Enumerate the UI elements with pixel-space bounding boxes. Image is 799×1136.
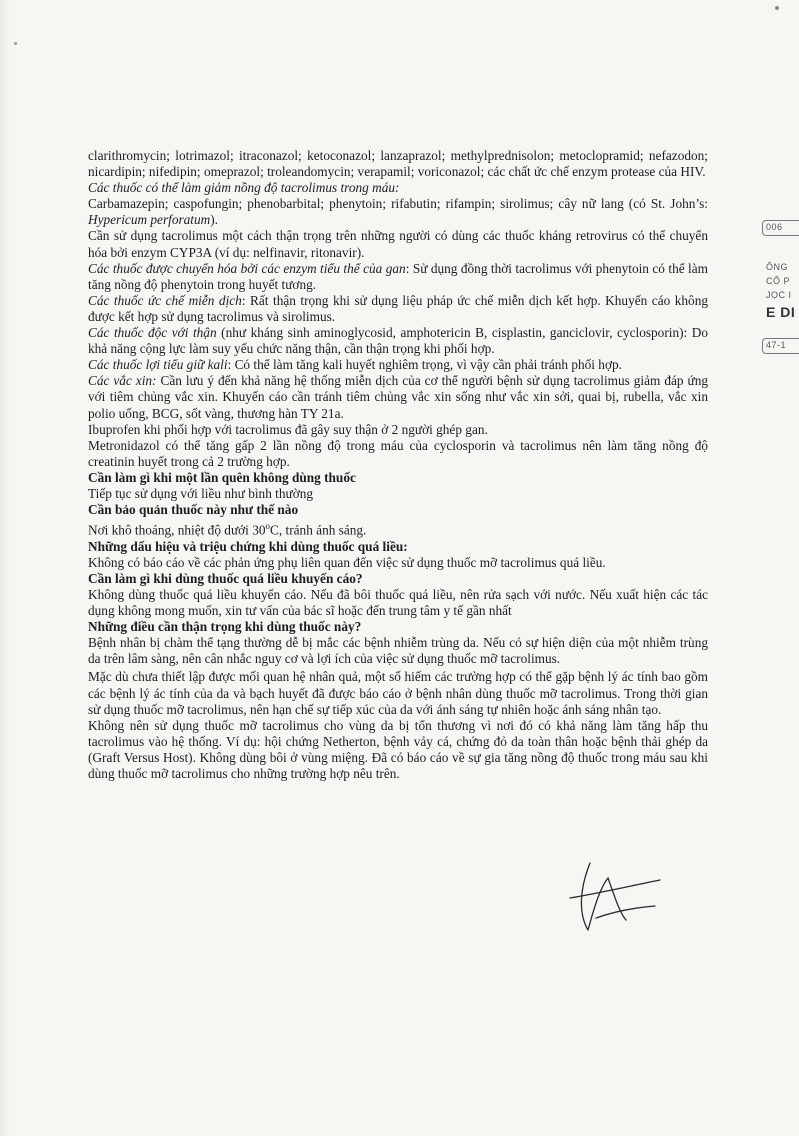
paragraph-precautions-malignancy: Mặc dù chưa thiết lập được mối quan hệ nhân quả, một số hiếm các trường hợp có thể gặp bệnh lý ác tính bao gồm các bệnh lý ác tính của da và bạch huyết đã được báo cáo ở bệnh nhân dùng thuốc mỡ tacrolimus. Trong thời gian sử dụng thuốc mỡ tacrolimus, nên hạn chế sự tiếp xúc của da với ánh sáng tự nhiên hoặc ánh sáng nhân tạo.: [88, 669, 708, 717]
paragraph-storage: Nơi khô thoáng, nhiệt độ dưới 30$^o$C, tránh ánh sáng.: [88, 521, 367, 538]
heading-overdose-action: Cần làm gì khi dùng thuốc quá liều khuyến cáo?: [88, 570, 363, 586]
scan-speck: [14, 42, 17, 45]
paragraph-nephrotoxic-drugs: Các thuốc độc với thận (như kháng sinh aminoglycosid, amphotericin B, cisplastin, ganciclovir, cyclosporin): Do khả năng cộng lực làm suy yếu chức năng thận, cần thận trọng khi phối hợp.: [88, 325, 708, 357]
subheading-decrease-tacrolimus: Các thuốc có thể làm giảm nồng độ tacrolimus trong máu:: [88, 180, 400, 196]
handwritten-signature: [560, 858, 670, 938]
paragraph-overdose-action: Không dùng thuốc quá liều khuyến cáo. Nếu đã bôi thuốc quá liều, nên rửa sạch với nước. Nếu xuất hiện các tác dụng không mong muốn, xin tư vấn của bác sĩ hoặc đến trung tâm y tế gần nhất: [88, 586, 708, 619]
heading-overdose-signs: Những dấu hiệu và triệu chứng khi dùng thuốc quá liều:: [88, 538, 408, 554]
heading-storage: Cần bảo quản thuốc này như thế nào: [88, 502, 299, 518]
paragraph-potassium-sparing-diuretics: Các thuốc lợi tiểu giữ kali: Có thể làm tăng kali huyết nghiêm trọng, vì vậy cần phải tránh phối hợp.: [88, 357, 622, 373]
paragraph-precautions-damaged-skin: Không nên sử dụng thuốc mỡ tacrolimus cho vùng da bị tổn thương vì nơi đó có khả năng làm tăng hấp thu tacrolimus vào hệ thống. Ví dụ: hội chứng Netherton, bệnh vảy cá, chứng đỏ da toàn thân hoặc bệnh thải ghép da (Graft Versus Host). Không dùng bôi ở vùng miệng. Đã có báo cáo về sự gia tăng nồng độ thuốc trong máu sau khi dùng thuốc mỡ tacrolimus cho những trường hợp nêu trên.: [88, 717, 708, 781]
paragraph-liver-enzyme-drugs: Các thuốc được chuyển hóa bởi các enzym tiểu thể của gan: Sử dụng đồng thời tacrolimus với phenytoin có thể làm tăng nồng độ phenytoin trong huyết tương.: [88, 260, 708, 292]
paragraph-interacting-drugs-continued: clarithromycin; lotrimazol; itraconazol; ketoconazol; lanzaprazol; methylprednisolon; metoclopramid; nefazodon; nicardipin; nifedipin; omeprazol; troleandomycin; verapamil; voriconazol; các chất ức chế enzym protease của HIV.: [88, 148, 708, 180]
paragraph-ibuprofen: Ibuprofen khi phối hợp với tacrolimus đã gây suy thận ở 2 người ghép gan.: [88, 421, 488, 437]
paragraph-precautions-infection: Bệnh nhân bị chàm thể tạng thường dễ bị mắc các bệnh nhiễm trùng da. Nếu có sự hiện diện của một nhiễm trùng da trên lâm sàng, nên cân nhắc nguy cơ và lợi ích của việc sử dụng thuốc mỡ tacrolimus.: [88, 635, 708, 667]
paragraph-antiretroviral: Cần sử dụng tacrolimus một cách thận trọng trên những người có dùng các thuốc kháng retrovirus có thể chuyển hóa bởi enzym CYP3A (ví dụ: nelfinavir, ritonavir).: [88, 228, 708, 260]
scan-speck: [775, 6, 779, 10]
paragraph-decrease-drugs: Carbamazepin; caspofungin; phenobarbital; phenytoin; rifabutin; rifampin; sirolimus; cây nữ lang (có St. John’s: Hypericum perforatum).: [88, 196, 708, 228]
heading-missed-dose: Cần làm gì khi một lần quên không dùng thuốc: [88, 469, 356, 485]
paragraph-overdose-signs: Không có báo cáo về các phản ứng phụ liên quan đến việc sử dụng thuốc mỡ tacrolimus quá liều.: [88, 554, 606, 570]
cropped-side-stamp: 006 ÔNG CỔ P JỌC I E DI 47-1: [760, 218, 799, 388]
paragraph-missed-dose: Tiếp tục sử dụng với liều như bình thường: [88, 485, 314, 501]
paragraph-metronidazol: Metronidazol có thể tăng gấp 2 lần nồng độ trong máu của cyclosporin và tacrolimus nên làm tăng nồng độ creatinin huyết trong cả 2 trường hợp.: [88, 437, 708, 469]
paragraph-immunosuppressants: Các thuốc ức chế miễn dịch: Rất thận trọng khi sử dụng liệu pháp ức chế miễn dịch kết hợp. Khuyến cáo không được kết hợp sử dụng tacrolimus và sirolimus.: [88, 292, 708, 324]
scan-edge-shadow: [0, 0, 10, 1136]
paragraph-vaccines: Các vắc xin: Cần lưu ý đến khả năng hệ thống miễn dịch của cơ thể người bệnh sử dụng tacrolimus giảm đáp ứng với tiêm chủng vắc xin. Khuyến cáo cần tránh tiêm chủng vắc xin sống như vắc xin sởi, quai bị, rubella, vắc xin polio uống, BCG, sốt vàng, thương hàn TY 21a.: [88, 373, 708, 421]
heading-precautions: Những điều cần thận trọng khi dùng thuốc này?: [88, 619, 362, 635]
document-body: [88, 148, 708, 782]
